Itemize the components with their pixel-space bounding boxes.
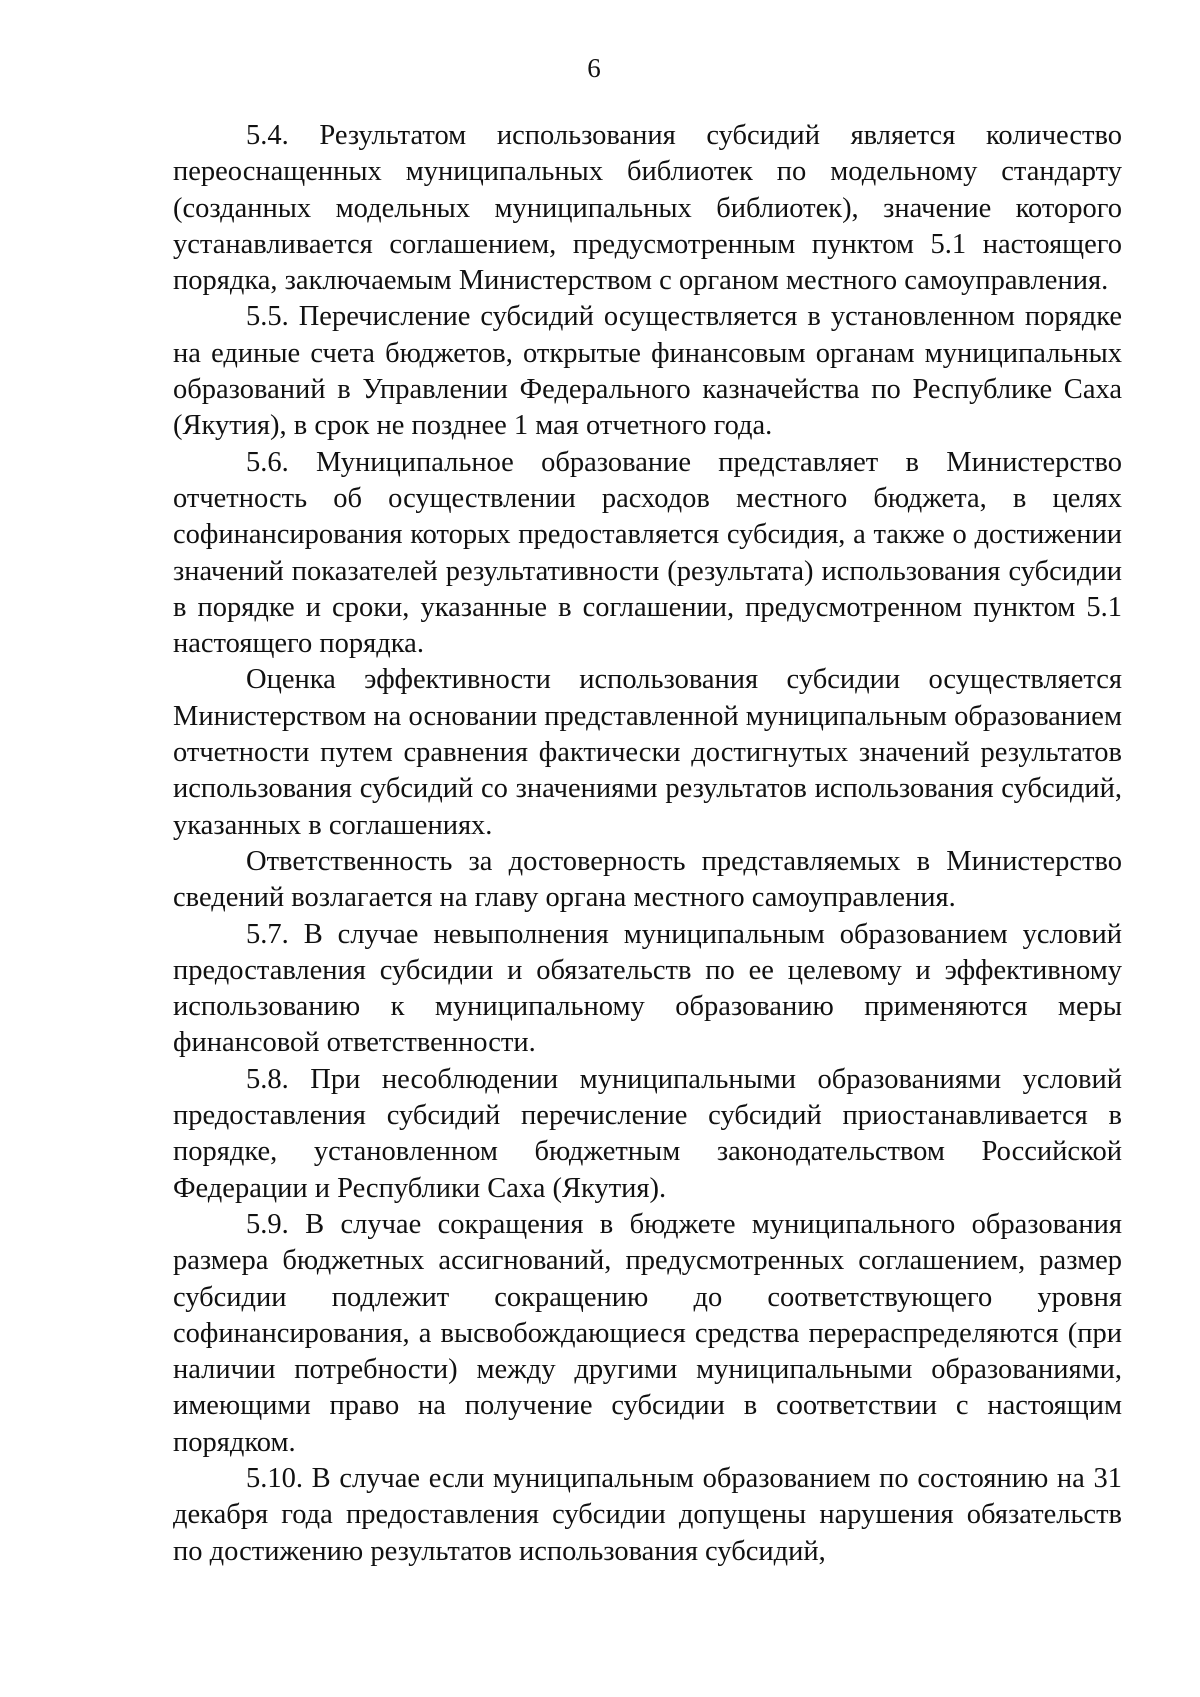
paragraph-5-6: 5.6. Муниципальное образование представляет в Министерство отчетность об осуществлении расходов местного бюджета, в целях софинансирования которых предоставляется субсидия, а также о достижении значений показателей результативности (результата) использования субсидии в порядке и сроки, указанные в соглашении, предусмотренном пунктом 5.1 настоящего порядка. xyxy=(173,446,1122,660)
page-number: 6 xyxy=(587,53,601,83)
paragraph-5-10: 5.10. В случае если муниципальным образованием по состоянию на 31 декабря года предоставления субсидии допущены нарушения обязательств по достижению результатов использования субсидий, xyxy=(173,1462,1122,1567)
paragraph-effectiveness-assessment: Оценка эффективности использования субсидии осуществляется Министерством на основании представленной муниципальным образованием отчетности путем сравнения фактически достигнутых значений результатов использования субсидий со значениями результатов использования субсидий, указанных в соглашениях. xyxy=(173,664,1122,841)
paragraph-responsibility: Ответственность за достоверность представляемых в Министерство сведений возлагается на главу органа местного самоуправления. xyxy=(173,845,1122,914)
paragraph-5-5: 5.5. Перечисление субсидий осуществляется в установленном порядке на единые счета бюджетов, открытые финансовым органам муниципальных образований в Управлении Федерального казначейства по Республике Саха (Якутия), в срок не позднее 1 мая отчетного года. xyxy=(173,301,1122,442)
paragraph-5-9: 5.9. В случае сокращения в бюджете муниципального образования размера бюджетных ассигнований, предусмотренных соглашением, размер субсидии подлежит сокращению до соответствующего уровня софинансирования, а высвобождающиеся средства перераспределяются (при наличии потребности) между другими муниципальными образованиями, имеющими право на получение субсидии в соответствии с настоящим порядком. xyxy=(173,1208,1122,1458)
document-body xyxy=(173,118,1122,1570)
paragraph-5-7: 5.7. В случае невыполнения муниципальным образованием условий предоставления субсидии и обязательств по ее целевому и эффективному использованию к муниципальному образованию применяются меры финансовой ответственности. xyxy=(173,918,1122,1059)
paragraph-5-8: 5.8. При несоблюдении муниципальными образованиями условий предоставления субсидий перечисление субсидий приостанавливается в порядке, установленном бюджетным законодательством Российской Федерации и Республики Саха (Якутия). xyxy=(173,1063,1122,1204)
paragraph-5-4: 5.4. Результатом использования субсидий является количество переоснащенных муниципальных библиотек по модельному стандарту (созданных модельных муниципальных библиотек), значение которого устанавливается соглашением, предусмотренным пунктом 5.1 настоящего порядка, заключаемым Министерством с органом местного самоуправления. xyxy=(173,120,1122,297)
